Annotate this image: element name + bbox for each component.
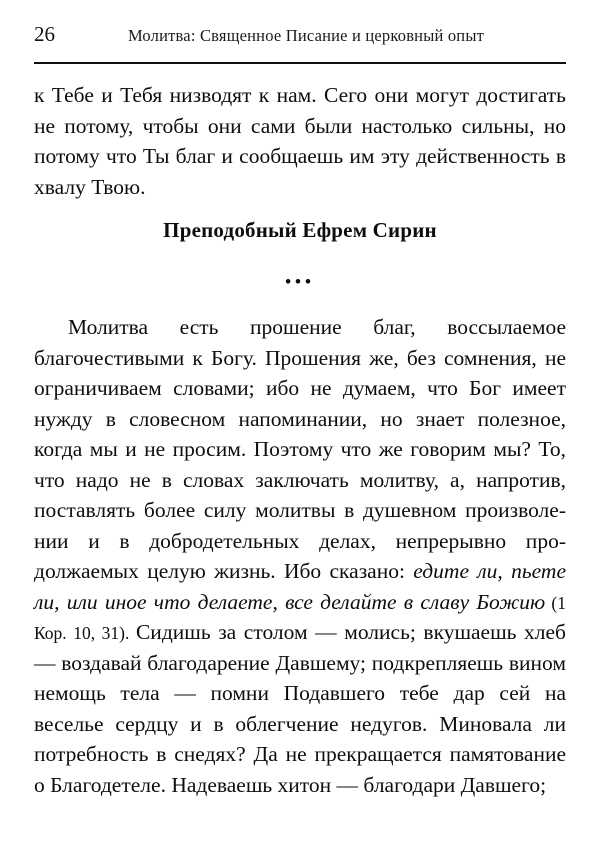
paragraph-main-part-1: Молитва есть прошение благ, воссылаемое благочестивыми к Богу. Прошения же, без сомнения, не ограничиваем словами; ибо не думаем, что Бог имеет нужду в словесном напоминании, но знает полезное, когда мы и не просим. Поэтому что же говорим мы? То, что надо не в словах заключать молитву, а, напротив, поставлять более силу молитвы в душевном произволении и в добродетельных делах, непрерывно продолжаемых целую жизнь. Ибо сказано:	[34, 315, 566, 584]
page-header	[34, 22, 566, 56]
scripture-quote: едите ли, пьете ли, или иное что делаете, все делайте в славу Божию	[34, 559, 566, 614]
running-title: Молитва: Священное Писание и церковный опыт	[127, 26, 485, 45]
scripture-reference: (1 Кор. 10, 31).	[34, 592, 567, 644]
paragraph-main-part-2: Сидишь за столом — молись; вкушаешь хлеб — воздавай благодарение Давшему; подкрепляешь вином немощь тела — помни Подавшего тебе дар сей на веселье сердцу и в облегчение недугов. Миновала ли потребность в снедях? Да не прекращается памятование о Благодетеле. Надеваешь хитон — благодари Давшего;	[34, 620, 566, 797]
attribution-line: Преподобный Ефрем Сирин	[163, 218, 437, 243]
paragraph-continuation: к Тебе и Тебя низводят к нам. Сего они могут достигать не потому, чтобы они сами были настолько сильны, но потому что Ты благ и сообщаешь им эту действенность в хвалу Твою.	[34, 83, 566, 199]
paragraph-main	[34, 312, 566, 800]
body-text	[34, 80, 566, 800]
header-rule	[34, 62, 566, 64]
section-divider: •••	[285, 271, 315, 291]
page-number: 26	[34, 22, 55, 46]
